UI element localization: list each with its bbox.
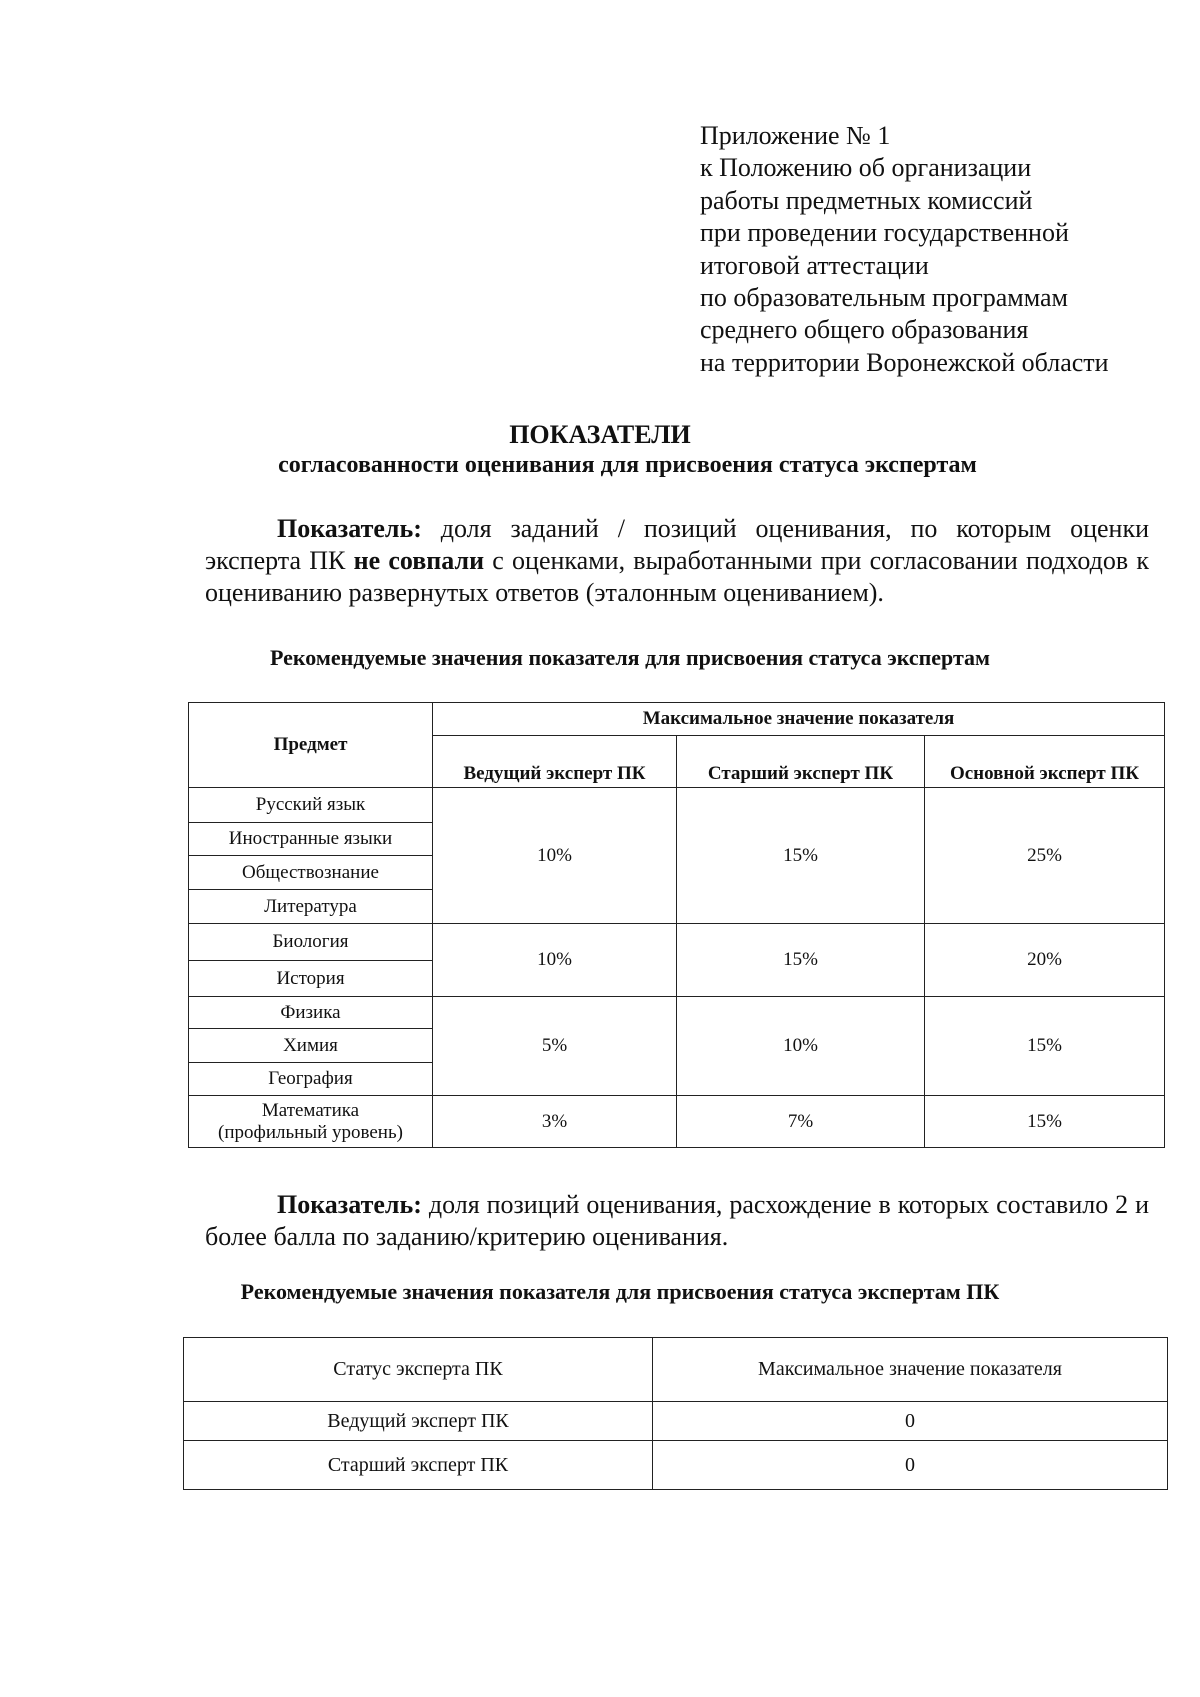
- subject-line: (профильный уровень): [218, 1121, 403, 1143]
- appendix-line: по образовательным программам: [700, 283, 1069, 313]
- status-cell: Ведущий эксперт ПК: [184, 1402, 653, 1441]
- value-cell: 0: [653, 1402, 1168, 1441]
- header-lead-expert: Ведущий эксперт ПК: [433, 736, 677, 788]
- header-senior-expert: Старший эксперт ПК: [677, 736, 925, 788]
- subject-cell: Обществознание: [189, 856, 433, 890]
- value-cell: 3%: [433, 1096, 677, 1148]
- value-cell: 10%: [433, 924, 677, 997]
- subject-cell: Иностранные языки: [189, 823, 433, 856]
- value-cell: 10%: [677, 997, 925, 1096]
- subject-cell: Литература: [189, 890, 433, 924]
- header-expert-status: Статус эксперта ПК: [184, 1338, 653, 1402]
- document-title: ПОКАЗАТЕЛИ: [509, 420, 691, 449]
- header-main-expert: Основной эксперт ПК: [925, 736, 1165, 788]
- subject-cell: Физика: [189, 997, 433, 1029]
- value-cell: 7%: [677, 1096, 925, 1148]
- value-cell: 5%: [433, 997, 677, 1096]
- indicator-1-label: Показатель:: [277, 514, 422, 543]
- appendix-line: Приложение № 1: [700, 121, 891, 150]
- table-2: [183, 1337, 1168, 1490]
- document-subtitle: согласованности оценивания для присвоения статуса экспертам: [278, 452, 977, 478]
- indicator-2-paragraph: [205, 1189, 1149, 1253]
- value-cell: 20%: [925, 924, 1165, 997]
- subject-cell: Химия: [189, 1029, 433, 1063]
- indicator-2-label: Показатель:: [277, 1190, 422, 1219]
- indicator-2-text: доля позиций оценивания, расхождение в которых составило 2 и более балла по заданию/критерию оценивания.: [205, 1190, 1149, 1251]
- value-cell: 15%: [925, 1096, 1165, 1148]
- value-cell: 15%: [677, 788, 925, 924]
- indicator-1-text-a: доля заданий / позиций оценивания, по которым оценки эксперта ПК: [205, 514, 1149, 575]
- subject-cell: Русский язык: [189, 788, 433, 823]
- appendix-line: работы предметных комиссий: [700, 185, 1033, 215]
- indicator-1-paragraph: [205, 513, 1149, 609]
- header-max-value: Максимальное значение показателя: [653, 1338, 1168, 1402]
- value-cell: 25%: [925, 788, 1165, 924]
- appendix-line: к Положению об организации: [700, 153, 1032, 183]
- value-cell: 15%: [677, 924, 925, 997]
- value-cell: 0: [653, 1441, 1168, 1490]
- appendix-line: при проведении государственной: [700, 218, 1069, 248]
- table-1-caption: Рекомендуемые значения показателя для присвоения статуса экспертам: [269, 645, 991, 670]
- appendix-line: итоговой аттестации: [700, 250, 929, 280]
- table-2-caption: Рекомендуемые значения показателя для присвоения статуса экспертам ПК: [240, 1279, 1000, 1304]
- subject-cell: Биология: [189, 924, 433, 961]
- header-subject: Предмет: [189, 703, 433, 788]
- status-cell: Старший эксперт ПК: [184, 1441, 653, 1490]
- subject-cell: История: [189, 961, 433, 997]
- value-cell: 10%: [433, 788, 677, 924]
- indicator-1-text-b: с оценками, выработанными при согласовании подходов к оцениванию развернутых ответов (эталонным оцениванием).: [205, 546, 1150, 607]
- appendix-line: среднего общего образования: [700, 315, 1029, 345]
- indicator-1-bold: не совпали: [353, 546, 485, 575]
- table-1: [188, 702, 1165, 1148]
- subject-cell: География: [189, 1063, 433, 1096]
- appendix-line: на территории Воронежской области: [700, 347, 1109, 377]
- appendix-block: [700, 120, 1109, 379]
- value-cell: 15%: [925, 997, 1165, 1096]
- header-max-value: Максимальное значение показателя: [433, 703, 1165, 736]
- subject-line: Математика: [261, 1099, 360, 1121]
- subject-cell-math: [189, 1096, 433, 1148]
